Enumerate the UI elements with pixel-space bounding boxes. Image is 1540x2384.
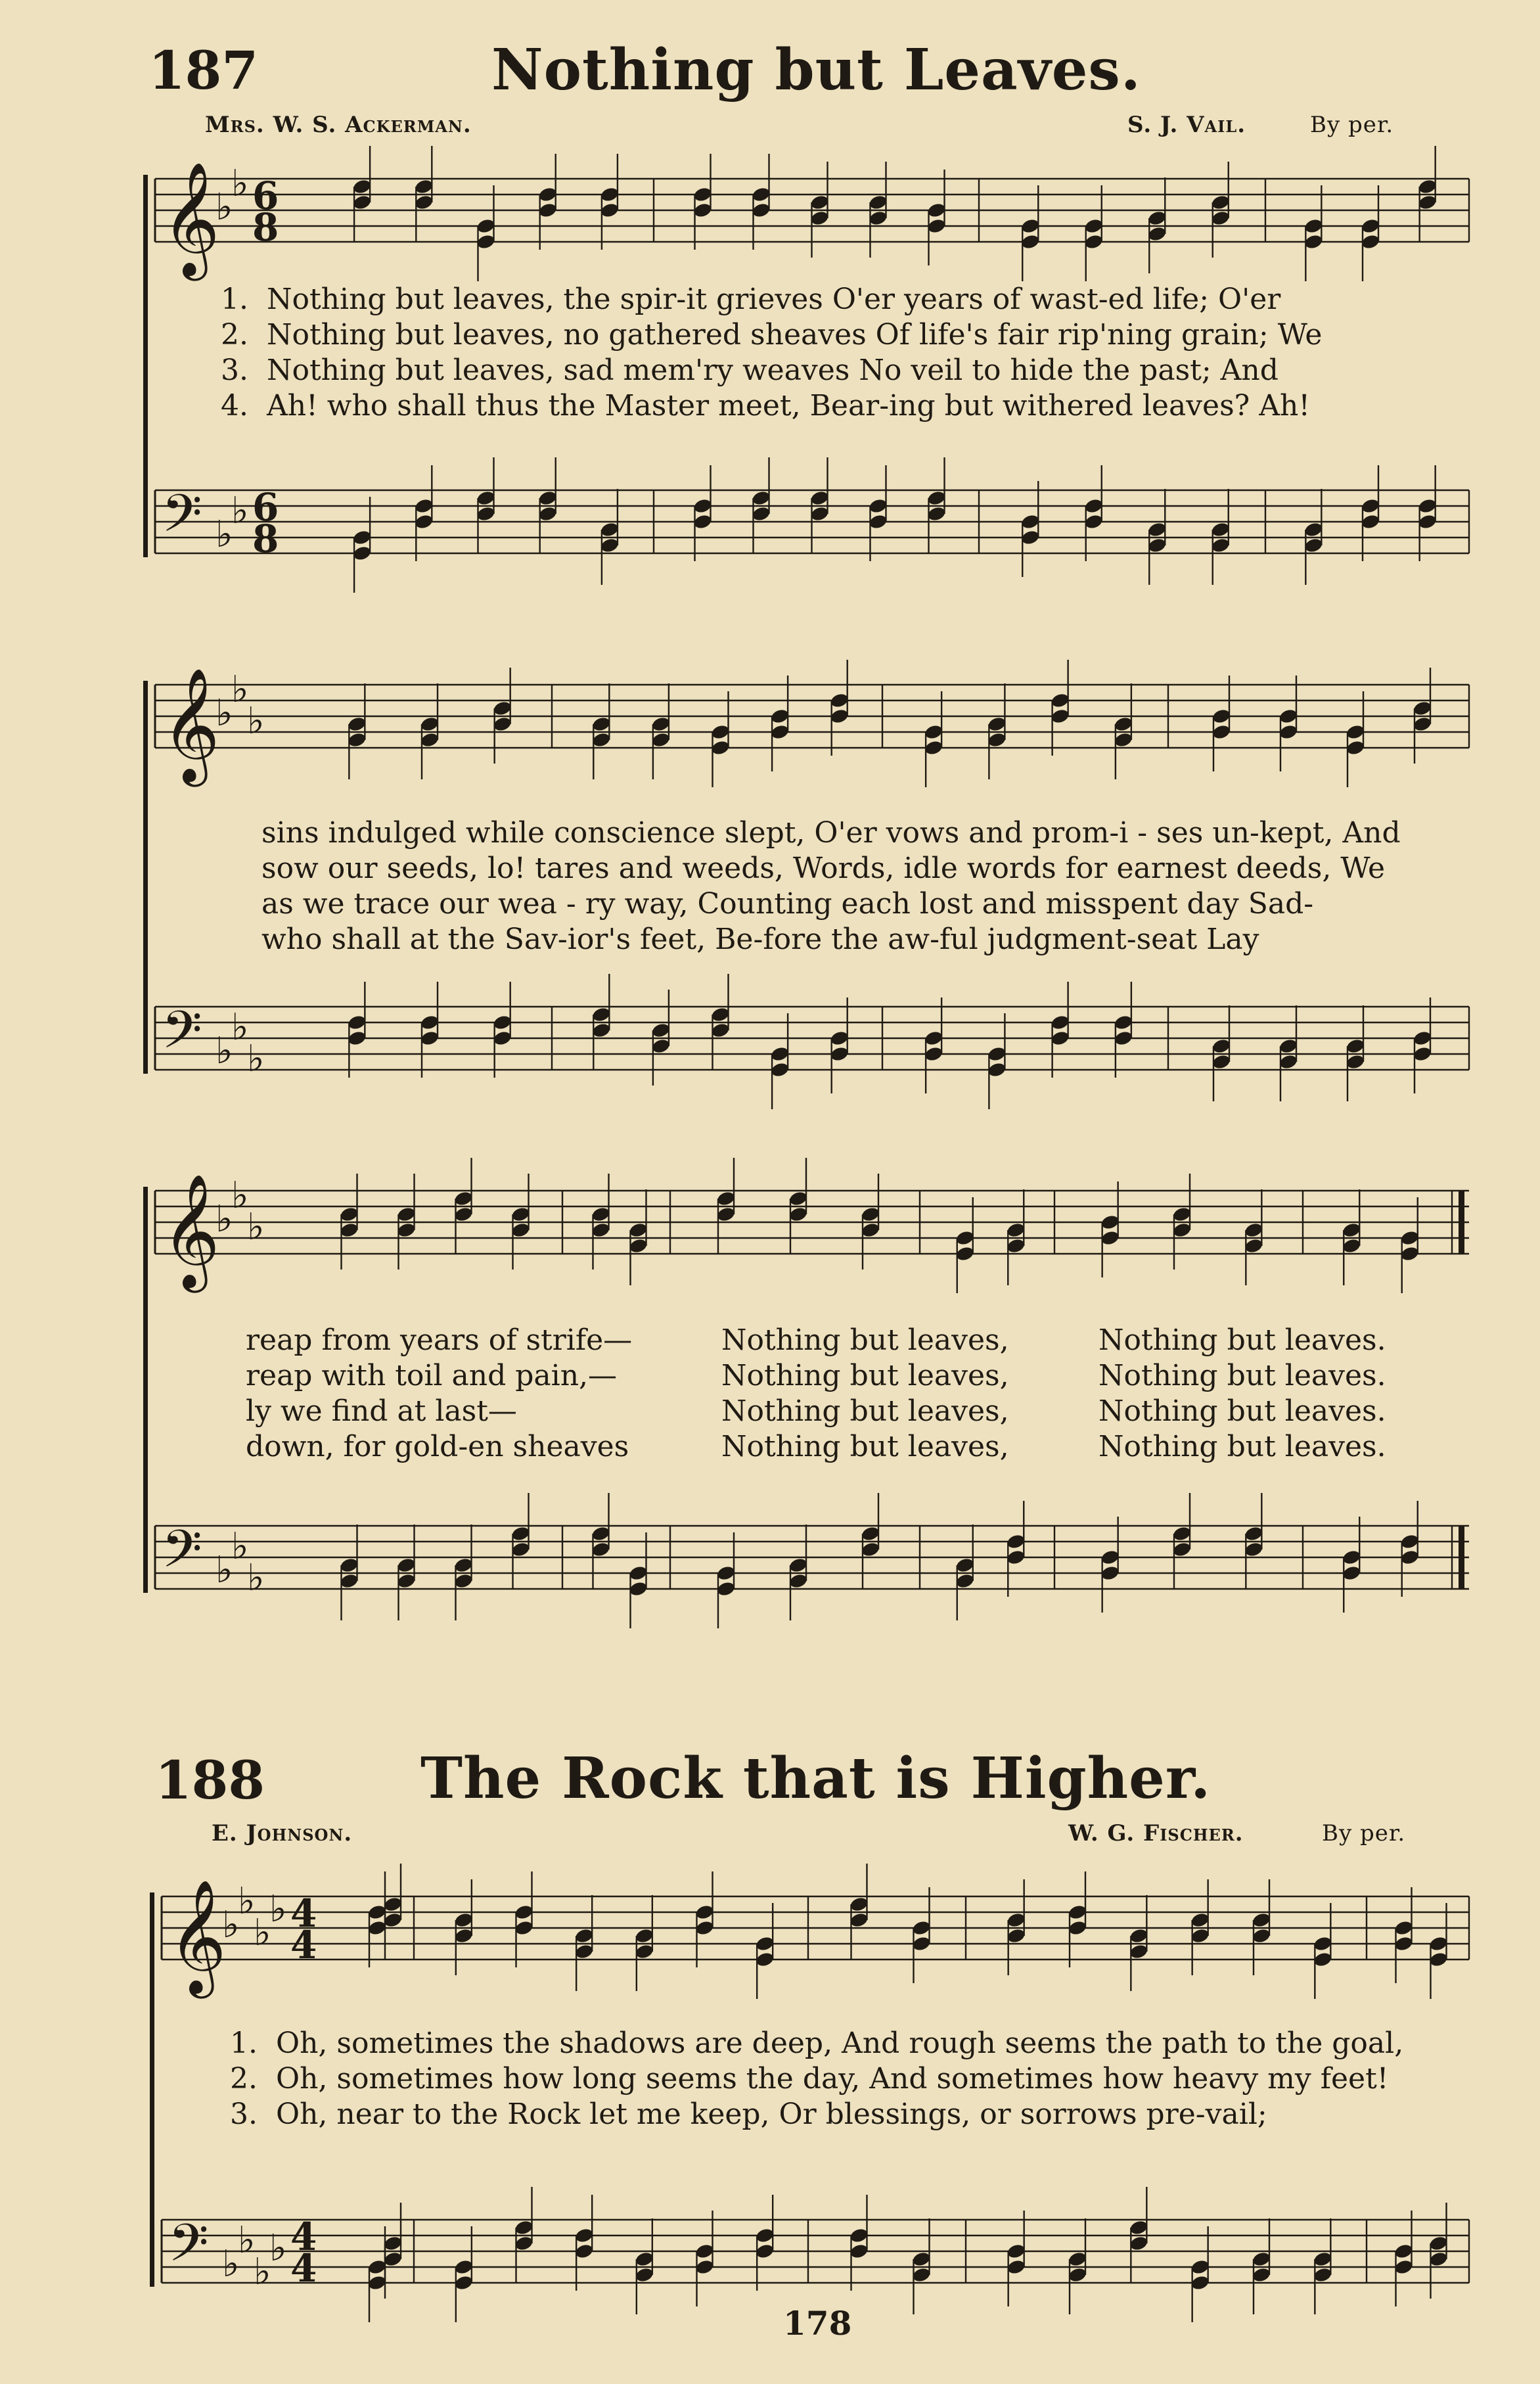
verse-line-1: 1. Oh, sometimes the shadows are deep, And rough seems the path to the goal,: [230, 2027, 1404, 2060]
hymn-187-title: Nothing but Leaves.: [491, 37, 1141, 103]
verse-line-3: as we trace our wea - ry way, Counting each lost and misspent day Sad-: [261, 887, 1314, 921]
refrain-col-1: reap from years of strife— reap with toil and pain,— ly we find at last— down, for gold-en sheaves: [246, 1323, 633, 1463]
svg-text:4: 4: [290, 2214, 317, 2259]
svg-text:4: 4: [290, 1923, 317, 1967]
svg-text:♭: ♭: [254, 2251, 271, 2293]
refrain-col-2: Nothing but leaves, Nothing but leaves, Nothing but leaves, Nothing but leaves,: [721, 1323, 1009, 1463]
hymn-187-number: 187: [148, 39, 258, 101]
svg-text:𝄞: 𝄞: [162, 668, 220, 782]
svg-text:♭: ♭: [247, 700, 265, 743]
hymn-187-permission: By per.: [1310, 112, 1394, 138]
svg-text:♭: ♭: [231, 490, 249, 532]
svg-text:𝄢: 𝄢: [162, 999, 202, 1073]
svg-text:♭: ♭: [269, 2227, 287, 2270]
svg-text:8: 8: [252, 516, 279, 561]
svg-text:𝄞: 𝄞: [168, 1879, 227, 1994]
svg-text:♭: ♭: [215, 1549, 233, 1592]
svg-text:𝄢: 𝄢: [162, 483, 202, 557]
svg-text:8: 8: [252, 205, 279, 250]
svg-text:♭: ♭: [269, 1888, 287, 1931]
svg-text:4: 4: [290, 2246, 317, 2291]
svg-text:♭: ♭: [222, 2243, 240, 2285]
verse-line-1: 1. Nothing but leaves, the spir-it grieves O'er years of wast-ed life; O'er: [221, 283, 1281, 316]
hymn-188-permission: By per.: [1322, 1820, 1406, 1846]
svg-text:𝄢: 𝄢: [162, 1519, 202, 1592]
svg-text:♭: ♭: [247, 1206, 265, 1249]
svg-text:♭: ♭: [247, 1557, 265, 1599]
svg-text:6: 6: [252, 485, 279, 530]
svg-text:♭: ♭: [215, 513, 233, 556]
svg-text:4: 4: [290, 1891, 317, 1936]
verse-line-4: who shall at the Sav-ior's feet, Be-fore the aw-ful judgment-seat Lay: [261, 923, 1259, 956]
svg-text:♭: ♭: [231, 162, 249, 205]
svg-text:♭: ♭: [238, 2219, 256, 2262]
svg-text:♭: ♭: [231, 1006, 249, 1049]
svg-text:♭: ♭: [231, 1174, 249, 1217]
svg-text:𝄢: 𝄢: [168, 2212, 209, 2286]
svg-text:♭: ♭: [215, 186, 233, 229]
svg-text:♭: ♭: [215, 1030, 233, 1072]
verse-line-1: sins indulged while conscience slept, O'er vows and prom-i - ses un-kept, And: [261, 816, 1401, 850]
refrain-col-3: Nothing but leaves. Nothing but leaves. Nothing but leaves. Nothing but leaves.: [1098, 1323, 1386, 1463]
verse-line-3: 3. Nothing but leaves, sad mem'ry weaves No veil to hide the past; And: [221, 354, 1279, 387]
hymn-188-music-by: W. G. Fischer.: [1068, 1820, 1244, 1846]
svg-text:6: 6: [252, 173, 279, 218]
hymn-188-title: The Rock that is Higher.: [420, 1745, 1212, 1812]
verse-line-2: 2. Oh, sometimes how long seems the day, And sometimes how heavy my feet!: [230, 2062, 1389, 2096]
hymn-188-words-by: E. Johnson.: [212, 1820, 353, 1846]
hymn-188-number: 188: [155, 1749, 265, 1811]
verse-line-4: 4. Ah! who shall thus the Master meet, Bear-ing but withered leaves? Ah!: [221, 389, 1311, 423]
svg-text:♭: ♭: [215, 692, 233, 735]
svg-text:♭: ♭: [254, 1912, 271, 1954]
svg-text:♭: ♭: [231, 1525, 249, 1568]
svg-text:𝄞: 𝄞: [162, 162, 220, 276]
verse-line-3: 3. Oh, near to the Rock let me keep, Or blessings, or sorrows pre-vail;: [230, 2097, 1267, 2131]
svg-text:♭: ♭: [215, 1198, 233, 1241]
svg-text:♭: ♭: [231, 668, 249, 711]
svg-text:♭: ♭: [238, 1880, 256, 1923]
svg-text:𝄞: 𝄞: [162, 1174, 220, 1288]
svg-text:♭: ♭: [222, 1904, 240, 1946]
svg-text:♭: ♭: [247, 1038, 265, 1080]
hymn-187-words-by: Mrs. W. S. Ackerman.: [205, 112, 472, 138]
hymn-187-music-by: S. J. Vail.: [1127, 112, 1246, 138]
verse-line-2: 2. Nothing but leaves, no gathered sheaves Of life's fair rip'ning grain; We: [221, 318, 1323, 352]
verse-line-2: sow our seeds, lo! tares and weeds, Words, idle words for earnest deeds, We: [261, 852, 1386, 885]
page-number: 178: [783, 2304, 852, 2343]
